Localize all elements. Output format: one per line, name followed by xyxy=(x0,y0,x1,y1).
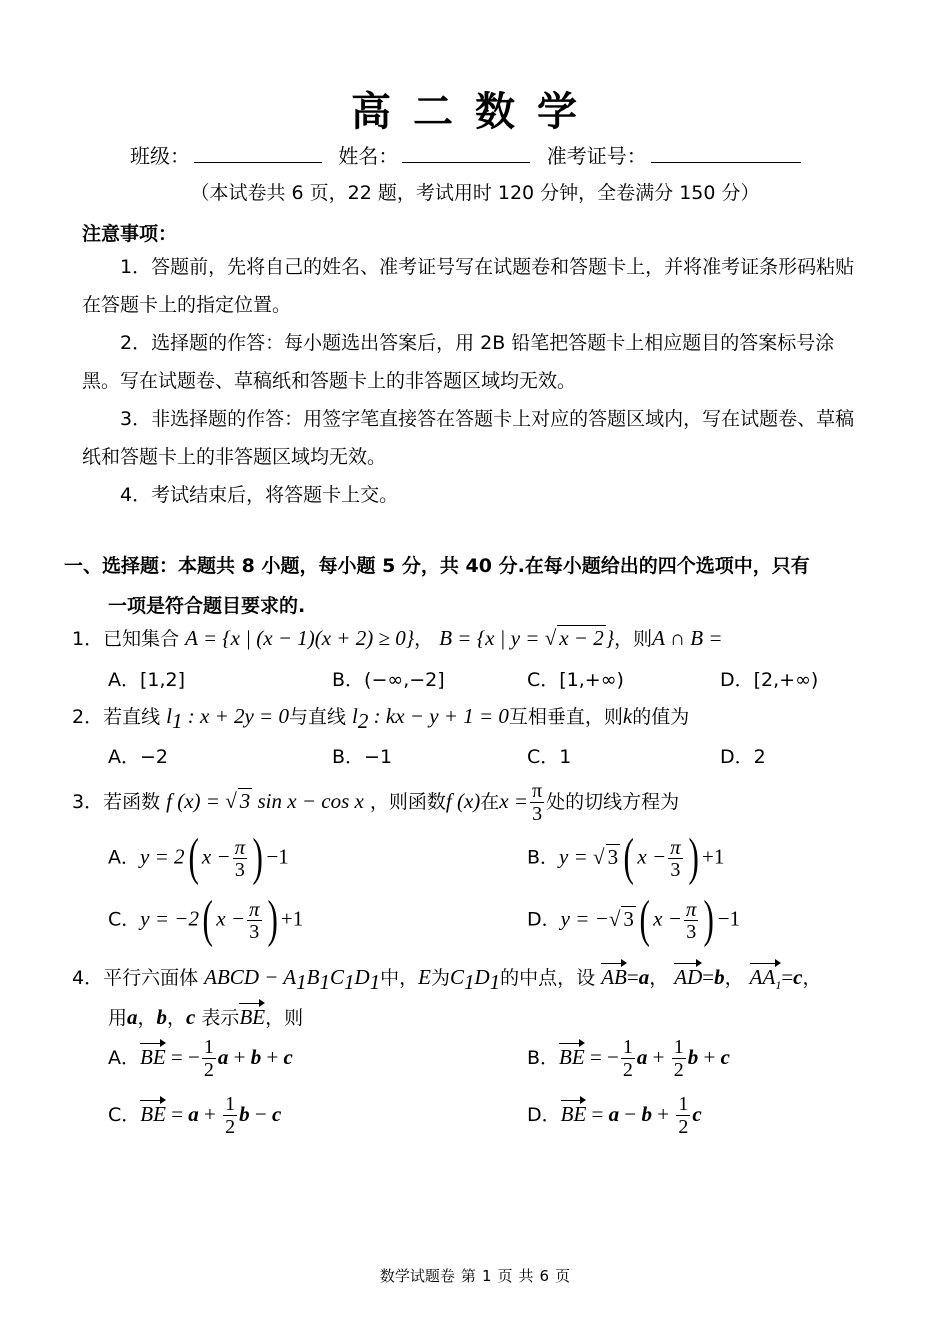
name-blank xyxy=(402,144,530,163)
q2-option-b: B．−1 xyxy=(332,746,393,768)
variable-k: k xyxy=(622,704,633,728)
option-letter: B． xyxy=(527,846,560,869)
q3-option-c: C．y = −2( x − $\frac{\pi}{3}$ ) +1 xyxy=(108,891,304,948)
frac-num: π xyxy=(249,896,260,921)
q3-option-a: A．y = 2( x − $\frac{\pi}{3}$ ) −1 xyxy=(108,829,289,886)
question-text: 已知集合 xyxy=(103,628,180,650)
notice-item: 3．非选择题的作答：用签字笔直接答在答题卡上对应的答题区域内，写在试题卷、草稿纸和答题卡上的非答题区域均无效。 xyxy=(82,408,855,468)
notice-item: 1．答题前，先将自己的姓名、准考证号写在试题卷和答题卡上，并将准考证条形码粘贴在答题卡上的指定位置。 xyxy=(82,256,855,316)
question-text: 若直线 xyxy=(103,706,161,728)
footer-total-pages: 6 xyxy=(539,1267,550,1285)
fraction-half xyxy=(621,1036,635,1081)
function-part: f (x) = xyxy=(166,789,226,813)
question-text: 为 xyxy=(430,967,450,989)
question-2 xyxy=(72,702,689,734)
question-text: 与直线 xyxy=(288,706,346,728)
frac-den: 2 xyxy=(678,1116,689,1138)
solid-name: ABCD − $A_1B_1C_1D_1$ xyxy=(204,965,381,995)
option-expr: x − xyxy=(653,906,682,931)
footer-text: 第 xyxy=(460,1267,476,1285)
option-letter: D． xyxy=(527,1104,561,1126)
fraction-half xyxy=(223,1093,237,1138)
section-heading-line1: 一、选择题：本题共 8 小题，每小题 5 分，共 40 分.在每小题给出的四个选项中，只有 xyxy=(64,555,810,577)
frac-den: 2 xyxy=(203,1059,214,1081)
id-label: 准考证号： xyxy=(546,144,647,168)
vector-c: c xyxy=(186,1005,196,1029)
q4-option-c: C．BE = a + $\frac{1}{2}$ b − c xyxy=(108,1093,282,1138)
question-4-line2: 用a，b，c 表示BE，则 xyxy=(108,1001,303,1030)
fraction-half xyxy=(676,1093,690,1138)
option-expr: −1 xyxy=(717,906,741,931)
fraction-half xyxy=(672,1036,686,1081)
vector-aa1: $AA_1$ xyxy=(750,961,782,993)
footer-text: 页 xyxy=(497,1267,513,1285)
segment-c1d1: $C_1D_1$ xyxy=(449,965,501,995)
option-expr: y = −2 xyxy=(140,906,199,931)
vector-ab: AB xyxy=(601,961,627,990)
frac-num: 1 xyxy=(678,1093,689,1115)
frac-num: π xyxy=(670,834,681,859)
line-l2: $l_2$ : kx − y + 1 = 0 xyxy=(352,704,509,734)
x-equals: x = xyxy=(499,789,529,813)
option-expr: x − xyxy=(201,844,231,869)
frac-num: 1 xyxy=(622,1036,633,1058)
q4-option-a: A．BE = − $\frac{1}{2}$ a + b + c xyxy=(108,1036,293,1081)
frac-den: 2 xyxy=(225,1116,236,1138)
class-blank xyxy=(194,144,322,163)
q2-option-d: D．2 xyxy=(720,746,766,768)
line-symbol: l xyxy=(352,704,358,728)
question-text: 平行六面体 xyxy=(103,967,199,989)
frac-num: 1 xyxy=(673,1036,684,1058)
question-text: ，则 xyxy=(265,1007,304,1029)
option-expr: +1 xyxy=(280,906,304,931)
vector-be: BE xyxy=(559,1041,585,1070)
question-text: 的值为 xyxy=(632,706,690,728)
option-letter: A． xyxy=(108,1047,140,1069)
page-footer xyxy=(0,1265,950,1286)
pi-over-3 xyxy=(247,898,262,943)
set-b-part: } xyxy=(605,626,615,650)
frac-den: 3 xyxy=(234,858,245,881)
vector-be: BE xyxy=(140,1098,166,1127)
vector-c: c xyxy=(793,965,803,989)
section-heading-line2: 一项是符合题目要求的. xyxy=(108,595,306,617)
function-part: sin x − cos x xyxy=(252,789,364,813)
pi-over-3 xyxy=(668,836,683,881)
solid-part: ABCD − A xyxy=(204,965,297,989)
option-letter: C． xyxy=(108,1104,141,1126)
name-label: 姓名： xyxy=(338,144,399,168)
vector-label: AA xyxy=(749,965,776,989)
set-b: B = {x | y = √ x − 2} xyxy=(439,626,615,650)
question-text: 表示 xyxy=(201,1007,240,1029)
frac-num: π xyxy=(685,896,697,921)
frac-den: 2 xyxy=(622,1059,633,1081)
section-heading xyxy=(64,546,894,626)
set-b-part: B = {x | y = xyxy=(439,626,545,650)
question-number: 4． xyxy=(72,967,104,989)
vector-b: b xyxy=(156,1005,168,1029)
class-label: 班级： xyxy=(130,144,190,168)
page-title: 高二数学 xyxy=(351,88,599,135)
frac-num: 1 xyxy=(203,1036,214,1058)
option-letter: A． xyxy=(108,846,140,869)
separator: ， xyxy=(414,628,434,650)
intersection-expr: A ∩ B = xyxy=(652,626,723,650)
frac-den: 3 xyxy=(249,920,260,943)
question-text: 处的切线方程为 xyxy=(546,791,680,813)
vector-a: a xyxy=(127,1005,138,1029)
q1-option-a: A．[1,2] xyxy=(108,669,186,691)
line-equation: : kx − y + 1 = 0 xyxy=(368,704,509,728)
notice-title: 注意事项： xyxy=(82,223,178,245)
vector-be: BE xyxy=(561,1098,587,1127)
point-e: E xyxy=(418,965,431,989)
question-text: 若函数 xyxy=(103,791,161,813)
frac-den: 3 xyxy=(532,803,543,825)
function-symbol: f (x) xyxy=(445,789,481,813)
function-def: f (x) = √ 3 sin x − cos x xyxy=(166,789,364,813)
question-text: 的中点，设 xyxy=(500,967,596,989)
notice-item: 4．考试结束后，将答题卡上交。 xyxy=(120,484,399,506)
option-expr: y = 2 xyxy=(140,844,185,869)
pi-over-3 xyxy=(684,898,699,943)
q1-option-c: C．[1,+∞) xyxy=(527,669,624,691)
q1-option-b: B．(−∞,−2] xyxy=(332,669,445,691)
student-info-line xyxy=(130,140,805,169)
question-number: 1． xyxy=(72,628,104,650)
option-letter: D． xyxy=(527,908,561,931)
q4-option-b: B．BE = − $\frac{1}{2}$ a + $\frac{1}{2}$ b + c xyxy=(527,1036,730,1081)
option-expr: −1 xyxy=(266,844,289,869)
q3-option-d: D．y = −√ 3 ( x − $\frac{\pi}{3}$ ) −1 xyxy=(527,891,741,948)
line-symbol: l xyxy=(166,704,172,728)
option-expr: x − xyxy=(637,844,667,869)
footer-page-number: 1 xyxy=(481,1267,492,1285)
frac-num: 1 xyxy=(225,1093,236,1115)
vector-be: BE xyxy=(140,1041,166,1070)
id-blank xyxy=(651,144,801,163)
frac-den: 3 xyxy=(670,858,681,881)
sqrt-content: x − 2 xyxy=(559,626,604,650)
q2-option-c: C．1 xyxy=(527,746,572,768)
question-text: ，则函数 xyxy=(369,791,446,813)
question-1 xyxy=(72,624,723,651)
line-l1: $l_1$ : x + 2y = 0 xyxy=(166,704,289,734)
question-text: 用 xyxy=(108,1007,128,1029)
option-expr: y = xyxy=(559,844,594,869)
notice-list xyxy=(82,248,872,514)
pi-over-3 xyxy=(233,836,248,881)
question-4: 4．平行六面体 ABCD − $A_1B_1C_1D_1$中，E为$C_1D_1$的中点，设 AB=a， AD=b， $AA_1=c$， xyxy=(72,961,822,995)
exam-meta: （本试卷共 6 页，22 题，考试用时 120 分钟，全卷满分 150 分） xyxy=(190,182,760,204)
notice-item: 2．选择题的作答：每小题选出答案后，用 2B 铅笔把答题卡上相应题目的答案标号涂黑。写在试题卷、草稿纸和答题卡上的非答题区域均无效。 xyxy=(82,332,835,392)
question-number: 2． xyxy=(72,706,104,728)
line-equation: : x + 2y = 0 xyxy=(182,704,289,728)
pi-over-3 xyxy=(530,780,544,825)
q2-option-a: A．−2 xyxy=(108,746,169,768)
set-a: A = {x | (x − 1)(x + 2) ≥ 0} xyxy=(185,626,415,650)
question-text: 中， xyxy=(380,967,419,989)
footer-text: 共 xyxy=(518,1267,534,1285)
question-number: 3． xyxy=(72,791,104,813)
q4-option-d: D．BE = a − b + $\frac{1}{2}$ c xyxy=(527,1093,702,1138)
option-expr: y = − xyxy=(560,906,609,931)
footer-text: 页 xyxy=(555,1267,571,1285)
question-text: 互相垂直，则 xyxy=(508,706,623,728)
vector-a: a xyxy=(638,965,650,989)
frac-den: 2 xyxy=(673,1059,684,1081)
option-expr: +1 xyxy=(702,844,725,869)
question-text: ，则 xyxy=(614,628,653,650)
vector-ad: AD xyxy=(674,961,702,990)
option-expr: x − xyxy=(216,906,246,931)
frac-num: π xyxy=(532,780,543,802)
option-letter: B． xyxy=(527,1047,560,1069)
footer-subject: 数学试题卷 xyxy=(379,1267,455,1285)
option-letter: C． xyxy=(108,908,141,931)
q1-option-d: D．[2,+∞) xyxy=(720,669,819,691)
question-text: 在 xyxy=(480,791,500,813)
frac-num: π xyxy=(234,834,246,859)
fraction-half xyxy=(202,1036,216,1081)
sqrt-content: 3 xyxy=(239,789,251,813)
q3-option-b: B．y = √ 3 ( x − $\frac{\pi}{3}$ ) +1 xyxy=(527,829,725,886)
frac-den: 3 xyxy=(686,920,697,943)
vector-b: b xyxy=(714,965,725,989)
vector-be: BE xyxy=(239,1001,265,1030)
question-3 xyxy=(72,780,679,825)
